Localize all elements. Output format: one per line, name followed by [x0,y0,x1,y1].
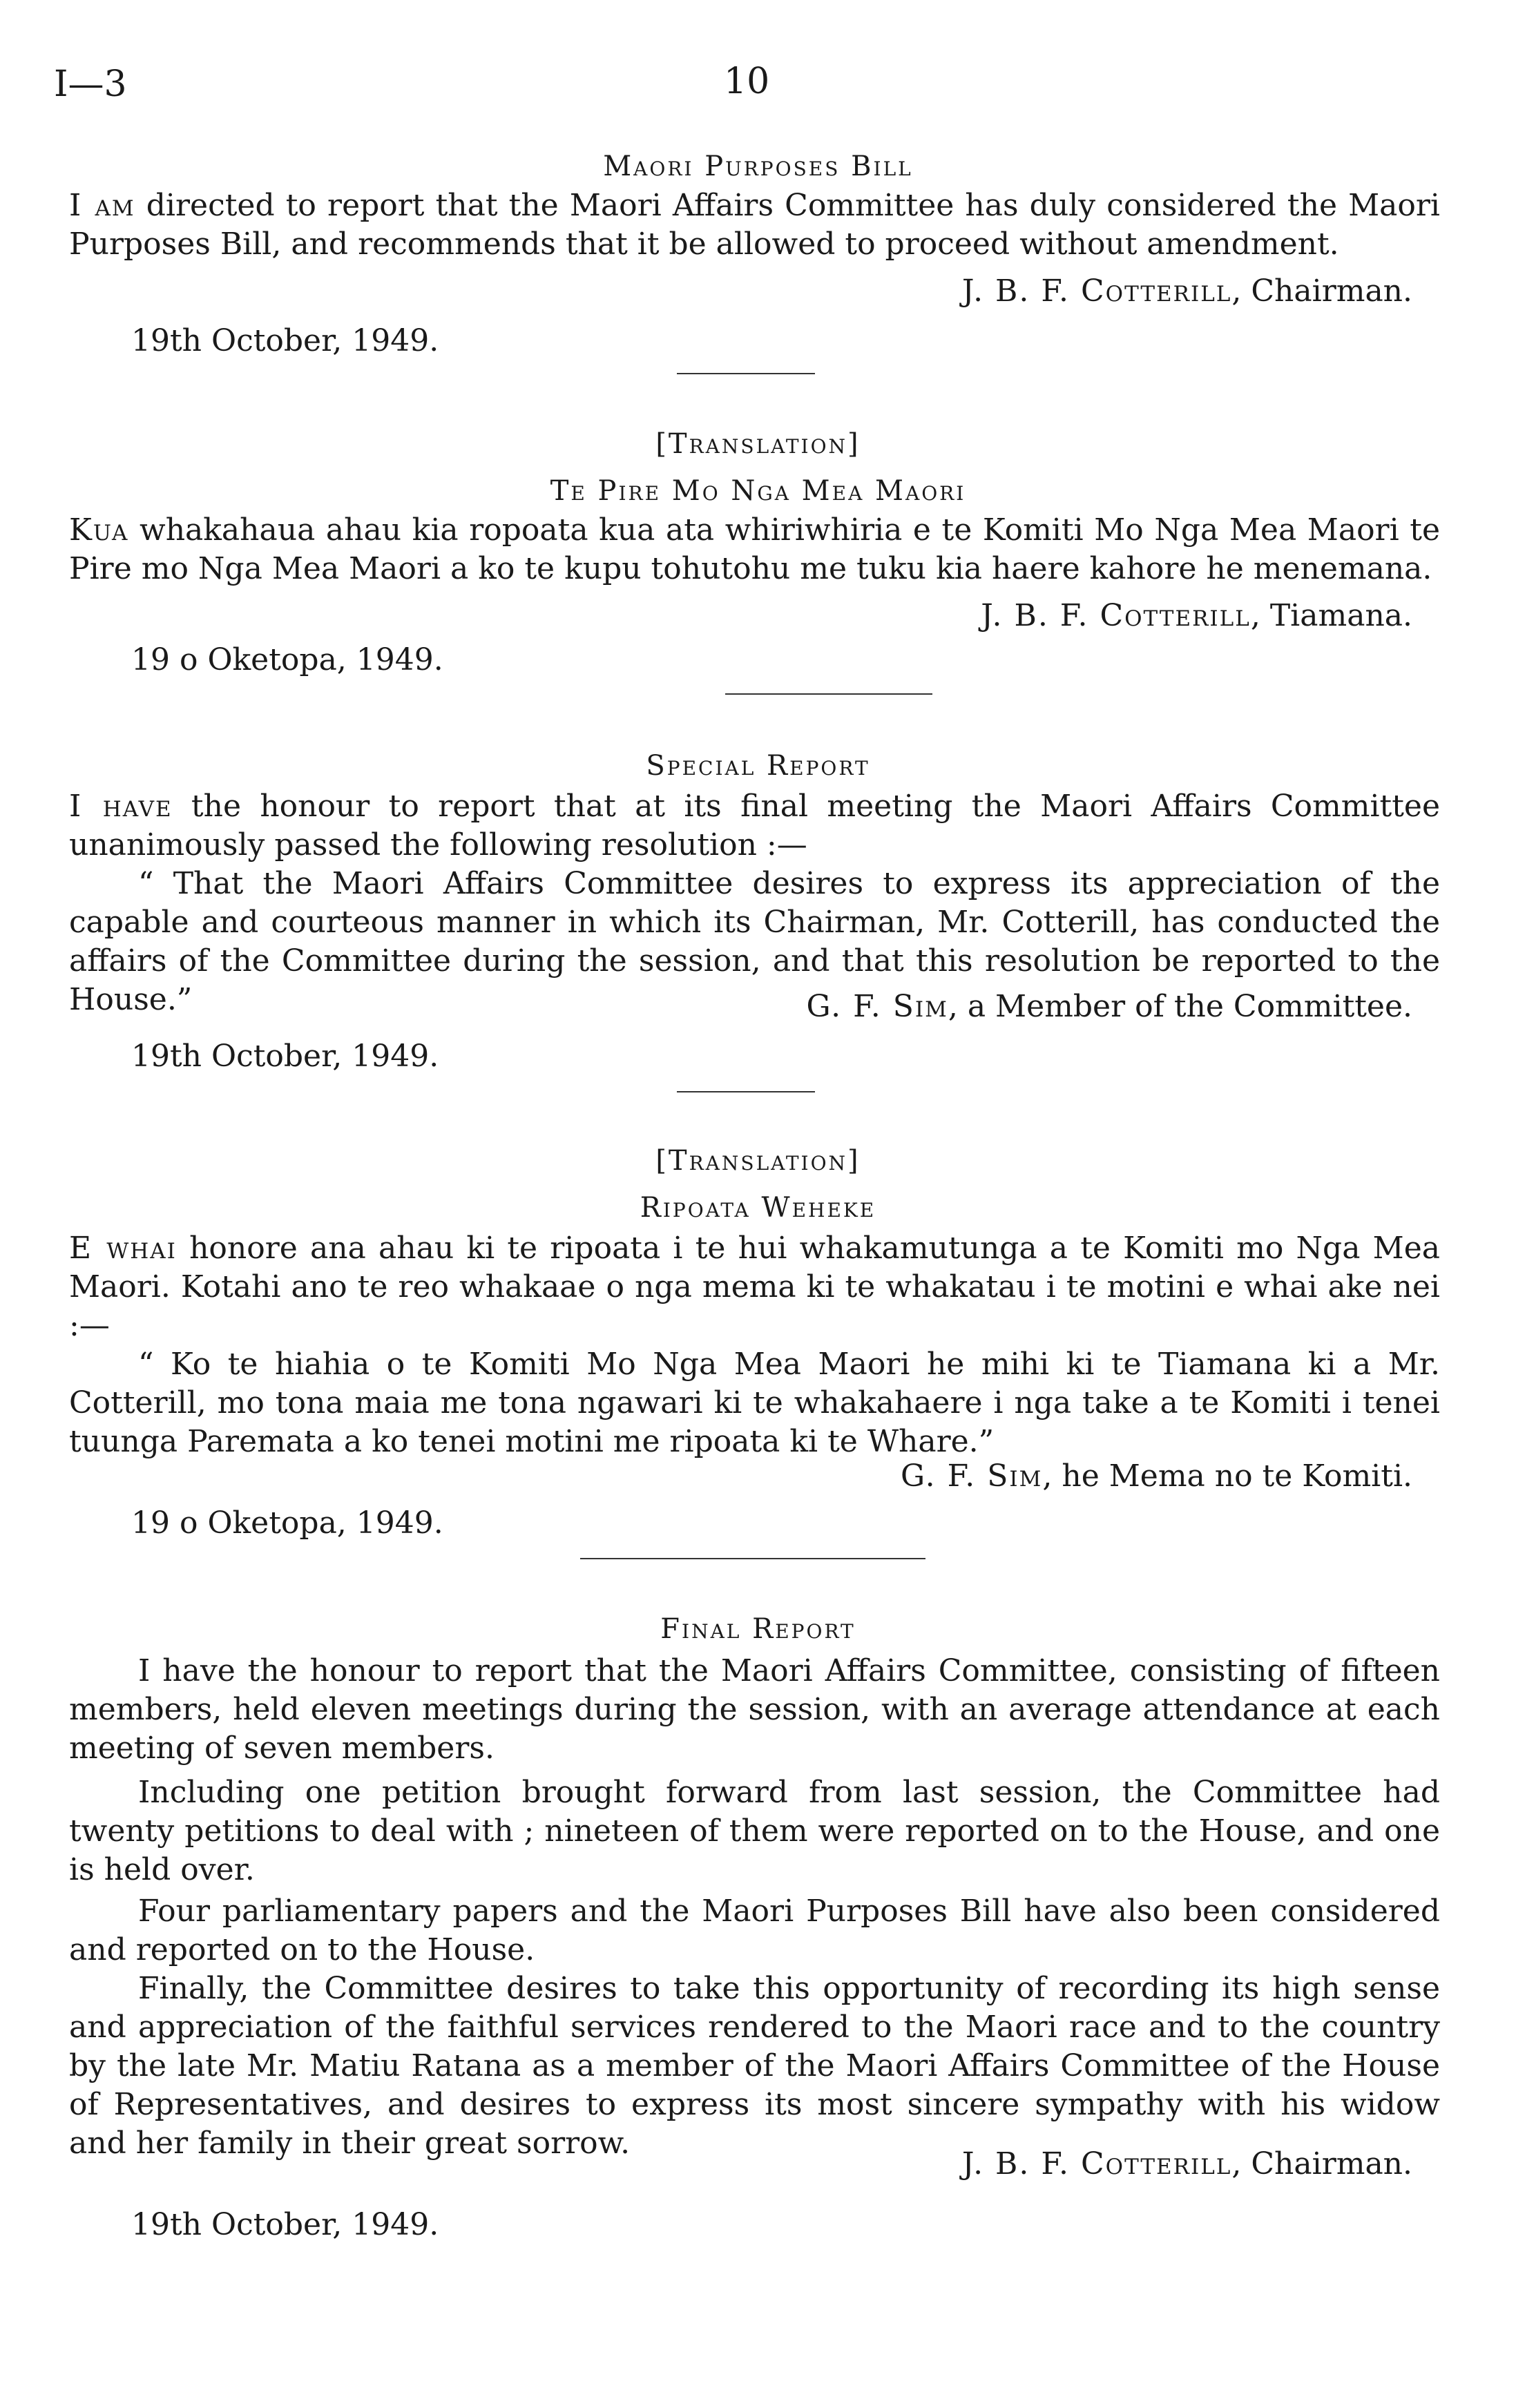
translation-label: [Translation] [655,1145,861,1177]
document-reference: I—3 [54,64,127,105]
section-title-special-report: Special Report [646,750,870,782]
paragraph: I have the honour to report that the Maori Affairs Committee, consisting of fifteen members, held eleven meetings during the session, with an average attendance at each meeting of seven members. [69,1653,1440,1766]
paragraph [69,787,1440,865]
section-title-maori-purposes-bill: Maori Purposes Bill [603,151,913,182]
paragraph-resolution: “ Ko te hiahia o te Komiti Mo Nga Mea Maori he mihi ki te Tiamana ki a Mr. Cotterill, mo tona maia me tona ngawari ki te whakahaere i nga take a te Komiti i tenei tuunga Paremata a ko tenei motini me ripoata ki te Whare.” [69,1347,1440,1459]
paragraph [69,511,1440,588]
paragraph: Four parliamentary papers and the Maori Purposes Bill have also been considered and reported on to the House. [69,1894,1440,1967]
page-number: 10 [724,61,770,102]
separator-rule [725,693,932,695]
signatory-name: J. B. F. Cotterill [961,2146,1232,2181]
paragraph-lead: Kua [69,512,129,548]
date-line: 19 o Oketopa, 1949. [131,1505,443,1541]
paragraph-text: whakahaua ahau kia ropoata kua ata whiriwhiria e te Komiti Mo Nga Mea Maori te Pire mo Nga Mea Maori a ko te kupu tohutohu me tuku kia haere kahore he menemana. [69,512,1440,586]
signature [901,1458,1412,1494]
section-title-te-pire: Te Pire Mo Nga Mea Maori [550,475,966,507]
date-line: 19th October, 1949. [131,1039,439,1074]
date-line: 19th October, 1949. [131,2207,439,2242]
paragraph [69,186,1440,264]
signature [807,989,1412,1024]
section-title-final-report: Final Report [660,1613,856,1645]
paragraph [69,1229,1440,1345]
signatory-name: J. B. F. Cotterill [961,273,1232,309]
signature [962,2146,1412,2181]
date-line: 19 o Oketopa, 1949. [131,642,443,677]
section-title-ripoata-weheke: Ripoata Weheke [640,1192,876,1224]
signatory-role: , Chairman. [1231,2146,1412,2181]
signatory-name: G. F. Sim [901,1458,1043,1494]
paragraph-text: honore ana ahau ki te ripoata i te hui whakamutunga a te Komiti mo Nga Mea Maori. Kotahi ano te reo whakaae o nga mema ki te whakatau i te motini e whai ake nei :— [69,1231,1440,1343]
paragraph-lead: I am [69,188,135,223]
paragraph-resolution: “ That the Maori Affairs Committee desires to express its appreciation of the capable and courteous manner in which its Chairman, Mr. Cotterill, has conducted the affairs of the Committee during the session, and that this resolution be reported to the House.” [69,866,1440,1017]
paragraph: Finally, the Committee desires to take this opportunity of recording its high sense and appreciation of the faithful services rendered to the Maori race and to the country by the late Mr. Matiu Ratana as a member of the Maori Affairs Committee of the House of Representatives, and desires to express its most sincere sympathy with his widow and her family in their great sorrow. [69,1971,1440,2161]
paragraph-text: the honour to report that at its final meeting the Maori Affairs Committee unanimously passed the following resolution :— [69,789,1440,863]
signatory-name: G. F. Sim [806,989,948,1024]
separator-rule [677,373,815,374]
paragraph-lead: E whai [69,1231,177,1266]
paragraph-text: directed to report that the Maori Affairs Committee has duly considered the Maori Purposes Bill, and recommends that it be allowed to proceed without amendment. [69,188,1440,262]
signatory-role: , Tiamana. [1250,598,1412,633]
signatory-role: , a Member of the Committee. [948,989,1412,1024]
separator-rule [677,1091,815,1092]
signature [962,273,1412,309]
paragraph: Including one petition brought forward from last session, the Committee had twenty petitions to deal with ; nineteen of them were reported on to the House, and one is held over. [69,1775,1440,1887]
separator-rule [580,1558,925,1559]
signature [981,598,1412,633]
paragraph-lead: I have [69,789,173,824]
signatory-name: J. B. F. Cotterill [981,598,1251,633]
date-line: 19th October, 1949. [131,323,439,358]
signatory-role: , Chairman. [1231,273,1412,309]
signatory-role: , he Mema no te Komiti. [1042,1458,1412,1494]
translation-label: [Translation] [655,428,861,460]
